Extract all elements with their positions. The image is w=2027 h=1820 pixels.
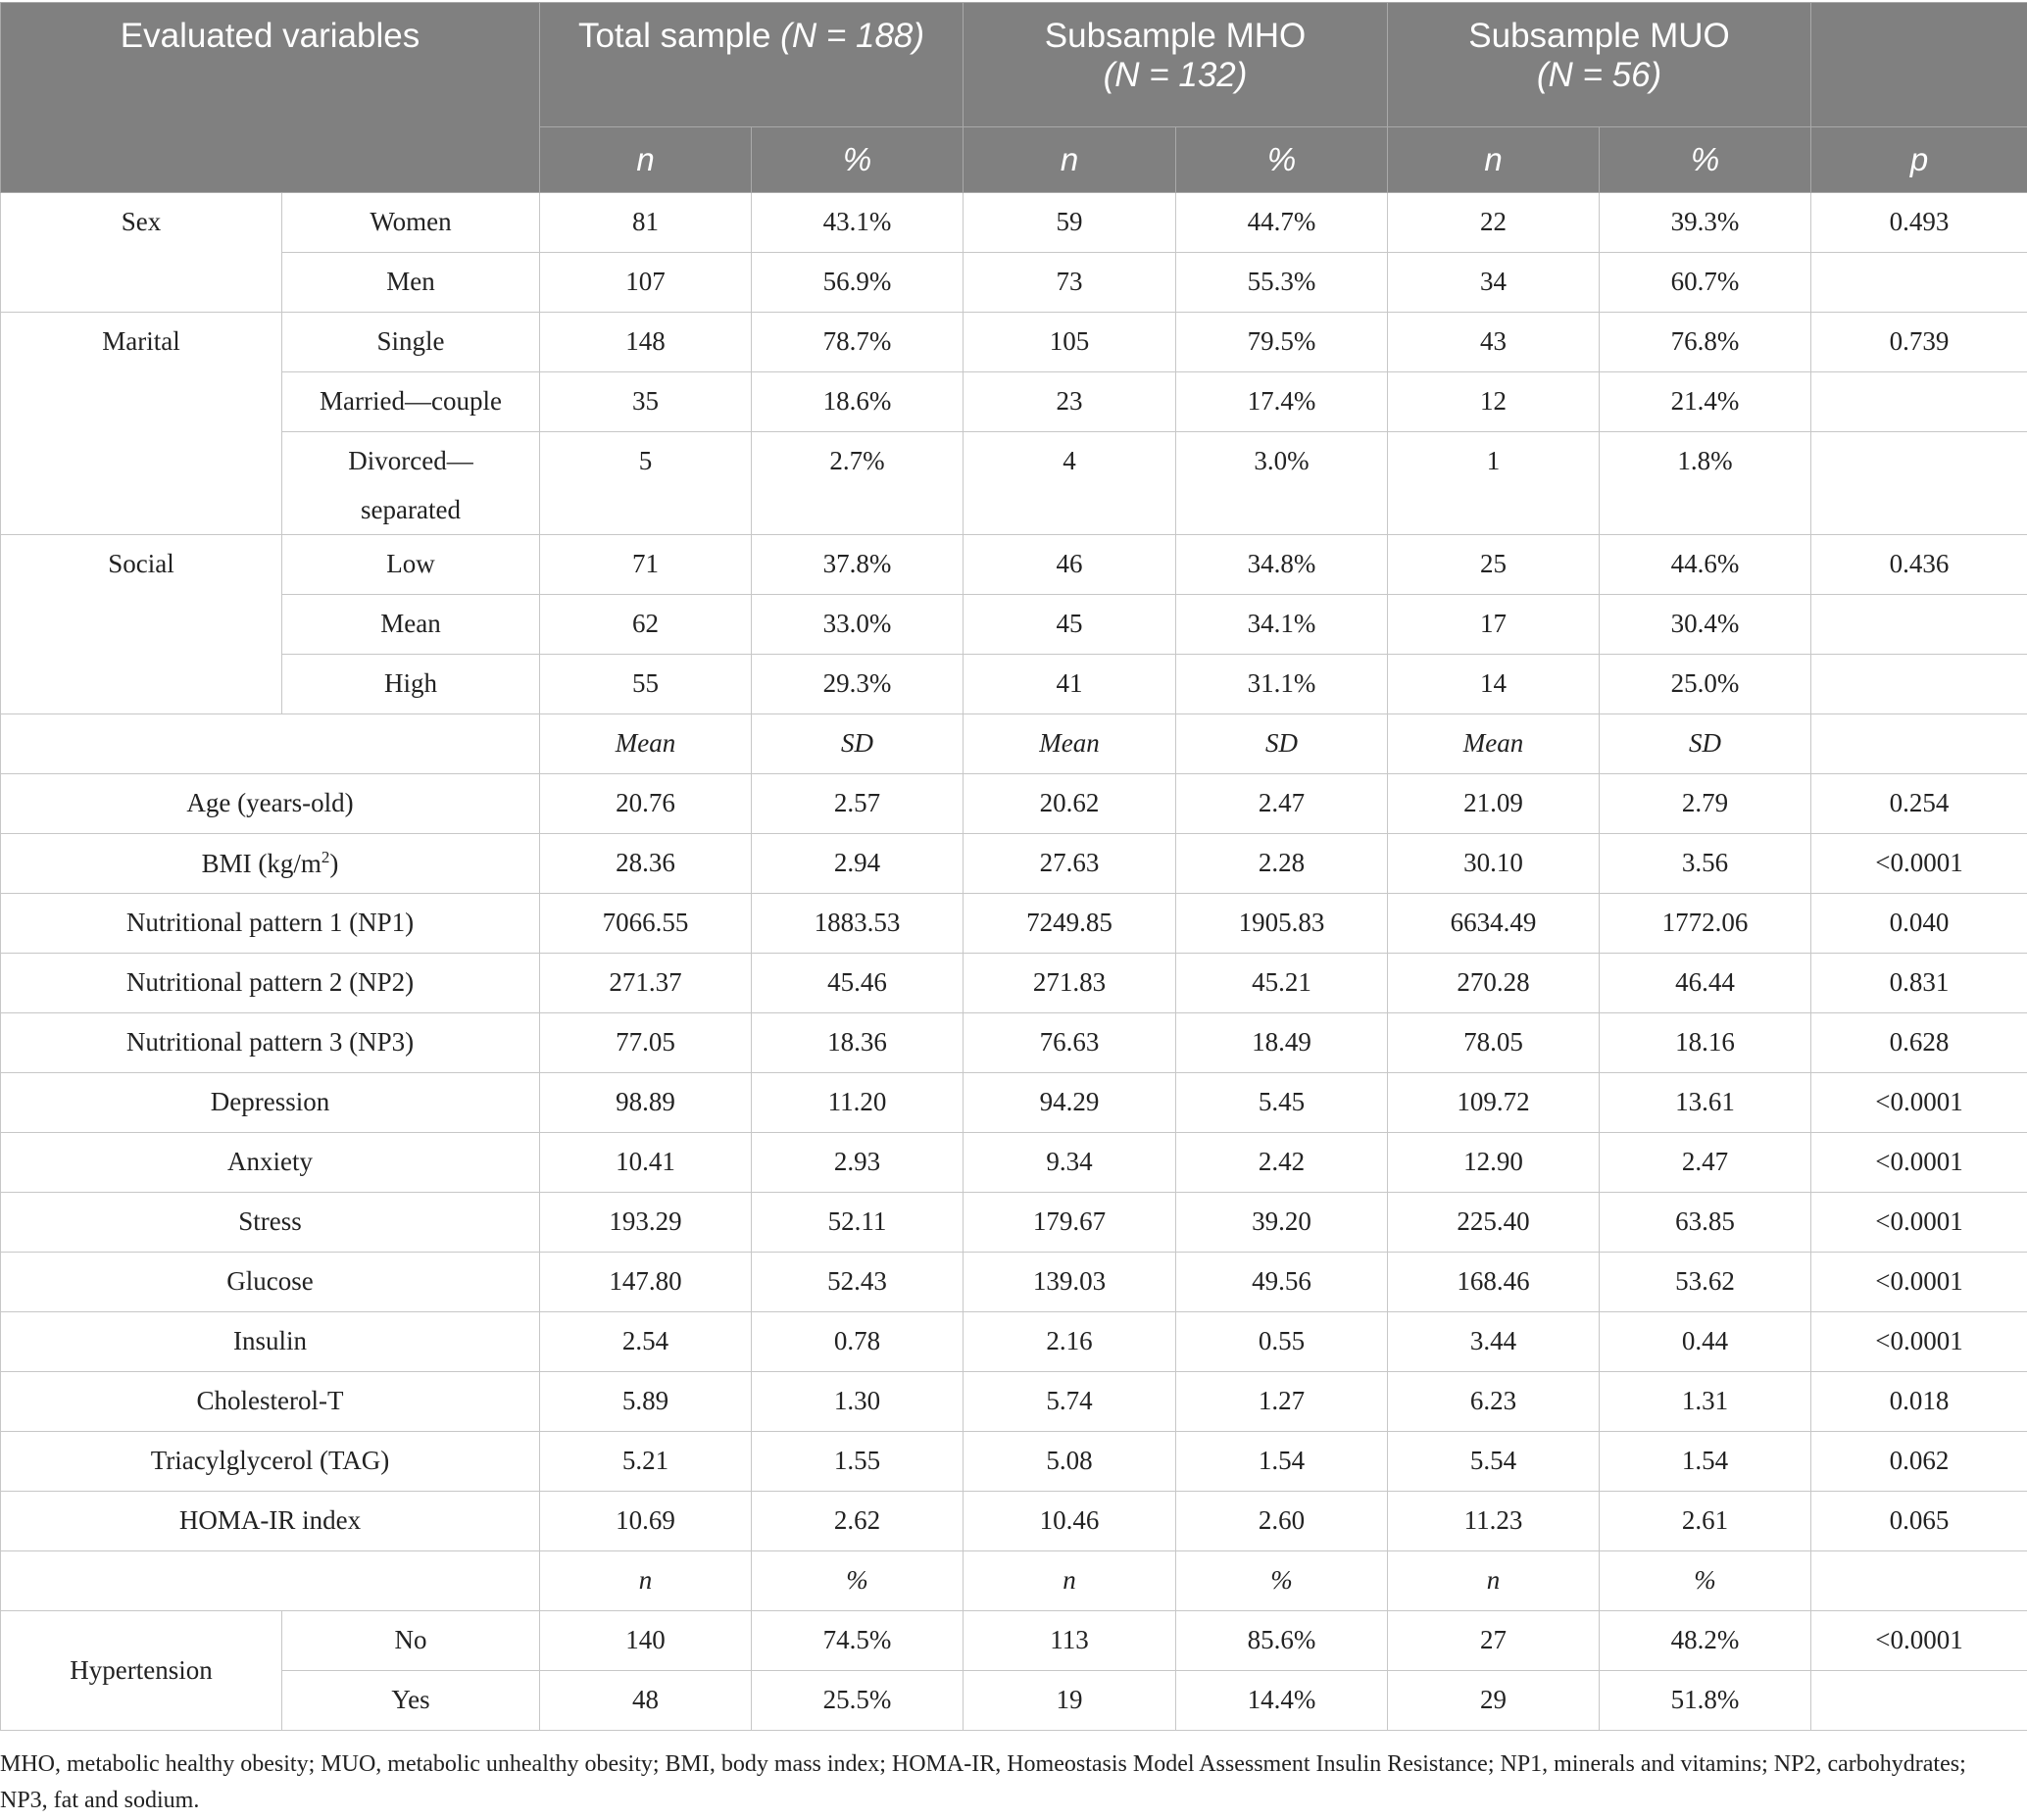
cell: 14	[1388, 655, 1600, 714]
cell: 20.76	[540, 774, 752, 834]
cell: 33.0%	[752, 595, 964, 655]
cell: 5.74	[964, 1372, 1176, 1432]
category-label: Single	[282, 313, 540, 372]
cell: 29	[1388, 1671, 1600, 1731]
cell: 2.60	[1176, 1492, 1388, 1551]
cell: 74.5%	[752, 1611, 964, 1671]
cell: 45	[964, 595, 1176, 655]
cell: 193.29	[540, 1193, 752, 1253]
cell: 140	[540, 1611, 752, 1671]
cell: 18.16	[1600, 1013, 1811, 1073]
cell: 139.03	[964, 1253, 1176, 1312]
blank-cell	[1, 714, 540, 774]
cell: 271.83	[964, 954, 1176, 1013]
table-footnote: MHO, metabolic healthy obesity; MUO, metabolic unhealthy obesity; BMI, body mass index; HOMA-IR, Homeostasis Model Assessment Insulin Resistance; NP1, minerals and vitamins; NP2, carbohydrates; NP3, fat and sodium.	[0, 1751, 1966, 1813]
cell: 19	[964, 1671, 1176, 1731]
variable-label: Insulin	[1, 1312, 540, 1372]
cell: 2.16	[964, 1312, 1176, 1372]
variable-label: Nutritional pattern 2 (NP2)	[1, 954, 540, 1013]
table-row	[1, 253, 2027, 313]
cell: 71	[540, 535, 752, 595]
cell: 29.3%	[752, 655, 964, 714]
cell: 5.45	[1176, 1073, 1388, 1133]
cell: 148	[540, 313, 752, 372]
cell: 30.4%	[1600, 595, 1811, 655]
p-value: <0.0001	[1811, 1133, 2027, 1193]
column-label: n	[1388, 1551, 1600, 1611]
cell: 270.28	[1388, 954, 1600, 1013]
variable-label: Depression	[1, 1073, 540, 1133]
header-total-sample: Total sample (N = 188)	[540, 3, 964, 127]
header-evaluated-variables: Evaluated variables	[1, 3, 540, 193]
cell: 44.6%	[1600, 535, 1811, 595]
category-label: Divorced— separated	[282, 432, 540, 535]
column-label: n	[964, 1551, 1176, 1611]
cell: 52.11	[752, 1193, 964, 1253]
cell: 2.28	[1176, 834, 1388, 894]
p-value: <0.0001	[1811, 1253, 2027, 1312]
p-value: 0.436	[1811, 535, 2027, 595]
cell: 44.7%	[1176, 193, 1388, 253]
table-row	[1, 1492, 2027, 1551]
cell: 18.49	[1176, 1013, 1388, 1073]
cell: 46.44	[1600, 954, 1811, 1013]
cell: 81	[540, 193, 752, 253]
cell: 107	[540, 253, 752, 313]
header-subsample-muo: Subsample MUO (N = 56)	[1388, 3, 1811, 127]
cell: 22	[1388, 193, 1600, 253]
cell: 271.37	[540, 954, 752, 1013]
cell: 5	[540, 432, 752, 535]
subheader-n: n	[1388, 127, 1600, 193]
cell: 77.05	[540, 1013, 752, 1073]
p-value: 0.062	[1811, 1432, 2027, 1492]
variable-label: Triacylglycerol (TAG)	[1, 1432, 540, 1492]
category-label: Low	[282, 535, 540, 595]
variable-label: Nutritional pattern 1 (NP1)	[1, 894, 540, 954]
cell: 46	[964, 535, 1176, 595]
cell: 2.47	[1600, 1133, 1811, 1193]
table-row	[1, 1432, 2027, 1492]
p-value: <0.0001	[1811, 834, 2027, 894]
cell: 25	[1388, 535, 1600, 595]
cell: 34	[1388, 253, 1600, 313]
p-value	[1811, 432, 2027, 535]
cell: 10.41	[540, 1133, 752, 1193]
category-label: Women	[282, 193, 540, 253]
column-label: Mean	[964, 714, 1176, 774]
cell: 109.72	[1388, 1073, 1600, 1133]
cell: 168.46	[1388, 1253, 1600, 1312]
cell: 18.6%	[752, 372, 964, 432]
table-row	[1, 313, 2027, 372]
cell: 12.90	[1388, 1133, 1600, 1193]
category-label: Yes	[282, 1671, 540, 1731]
header-blank	[1811, 3, 2027, 127]
group-label: Marital	[1, 313, 282, 535]
p-value: <0.0001	[1811, 1073, 2027, 1133]
subheader-n: n	[964, 127, 1176, 193]
p-value: <0.0001	[1811, 1611, 2027, 1671]
cell: 113	[964, 1611, 1176, 1671]
cell: 5.21	[540, 1432, 752, 1492]
cell: 2.94	[752, 834, 964, 894]
cell: 9.34	[964, 1133, 1176, 1193]
cell: 2.57	[752, 774, 964, 834]
variable-label: Age (years-old)	[1, 774, 540, 834]
cell: 85.6%	[1176, 1611, 1388, 1671]
column-label: %	[1600, 1551, 1811, 1611]
cell: 45.21	[1176, 954, 1388, 1013]
section-header-row	[1, 714, 2027, 774]
p-value: 0.065	[1811, 1492, 2027, 1551]
cell: 59	[964, 193, 1176, 253]
p-value	[1811, 253, 2027, 313]
subheader-pct: %	[1600, 127, 1811, 193]
cell: 0.55	[1176, 1312, 1388, 1372]
cell: 37.8%	[752, 535, 964, 595]
column-label: n	[540, 1551, 752, 1611]
cell: 11.20	[752, 1073, 964, 1133]
cell: 62	[540, 595, 752, 655]
cell: 1.31	[1600, 1372, 1811, 1432]
cell: 10.69	[540, 1492, 752, 1551]
cell: 1.8%	[1600, 432, 1811, 535]
cell: 20.62	[964, 774, 1176, 834]
cell: 7066.55	[540, 894, 752, 954]
cell: 2.93	[752, 1133, 964, 1193]
cell: 17	[1388, 595, 1600, 655]
cell: 43	[1388, 313, 1600, 372]
cell: 179.67	[964, 1193, 1176, 1253]
cell: 55	[540, 655, 752, 714]
cell: 56.9%	[752, 253, 964, 313]
subheader-n: n	[540, 127, 752, 193]
cell: 3.0%	[1176, 432, 1388, 535]
cell: 41	[964, 655, 1176, 714]
cell: 12	[1388, 372, 1600, 432]
column-label: %	[1176, 1551, 1388, 1611]
cell: 6634.49	[1388, 894, 1600, 954]
cell: 25.5%	[752, 1671, 964, 1731]
table-row	[1, 655, 2027, 714]
variable-label: Cholesterol-T	[1, 1372, 540, 1432]
cell: 55.3%	[1176, 253, 1388, 313]
header-subsample-mho: Subsample MHO (N = 132)	[964, 3, 1388, 127]
cell: 43.1%	[752, 193, 964, 253]
table-row	[1, 954, 2027, 1013]
cell: 147.80	[540, 1253, 752, 1312]
p-value: 0.040	[1811, 894, 2027, 954]
table-row	[1, 1372, 2027, 1432]
group-label: Hypertension	[1, 1611, 282, 1731]
cell: 2.47	[1176, 774, 1388, 834]
subheader-pct: %	[1176, 127, 1388, 193]
p-value	[1811, 655, 2027, 714]
table-row	[1, 834, 2027, 894]
cell: 0.78	[752, 1312, 964, 1372]
variable-label: Anxiety	[1, 1133, 540, 1193]
cell: 0.44	[1600, 1312, 1811, 1372]
cell: 6.23	[1388, 1372, 1600, 1432]
p-value	[1811, 595, 2027, 655]
cell: 1.54	[1600, 1432, 1811, 1492]
category-label: Married—couple	[282, 372, 540, 432]
cell: 78.7%	[752, 313, 964, 372]
cell: 17.4%	[1176, 372, 1388, 432]
table-row	[1, 1013, 2027, 1073]
table-row	[1, 193, 2027, 253]
cell: 27.63	[964, 834, 1176, 894]
cell: 25.0%	[1600, 655, 1811, 714]
variable-label: Nutritional pattern 3 (NP3)	[1, 1013, 540, 1073]
table-row	[1, 774, 2027, 834]
cell: 45.46	[752, 954, 964, 1013]
table-row	[1, 1312, 2027, 1372]
variable-label: HOMA-IR index	[1, 1492, 540, 1551]
column-label: SD	[1600, 714, 1811, 774]
blank-cell	[1811, 1551, 2027, 1611]
p-value	[1811, 372, 2027, 432]
cell: 76.63	[964, 1013, 1176, 1073]
cell: 1905.83	[1176, 894, 1388, 954]
category-label: No	[282, 1611, 540, 1671]
table-row	[1, 372, 2027, 432]
cell: 1	[1388, 432, 1600, 535]
table-row	[1, 432, 2027, 535]
cell: 1772.06	[1600, 894, 1811, 954]
p-value: 0.831	[1811, 954, 2027, 1013]
column-label: %	[752, 1551, 964, 1611]
column-label: SD	[752, 714, 964, 774]
cell: 5.54	[1388, 1432, 1600, 1492]
variable-label: Stress	[1, 1193, 540, 1253]
cell: 48.2%	[1600, 1611, 1811, 1671]
cell: 225.40	[1388, 1193, 1600, 1253]
cell: 23	[964, 372, 1176, 432]
table-row	[1, 1611, 2027, 1671]
category-label: Men	[282, 253, 540, 313]
data-table	[0, 2, 2027, 1731]
cell: 3.56	[1600, 834, 1811, 894]
cell: 63.85	[1600, 1193, 1811, 1253]
cell: 1883.53	[752, 894, 964, 954]
table-row	[1, 1193, 2027, 1253]
category-label: High	[282, 655, 540, 714]
cell: 60.7%	[1600, 253, 1811, 313]
cell: 7249.85	[964, 894, 1176, 954]
table-row	[1, 894, 2027, 954]
cell: 53.62	[1600, 1253, 1811, 1312]
cell: 5.08	[964, 1432, 1176, 1492]
cell: 5.89	[540, 1372, 752, 1432]
table-row	[1, 535, 2027, 595]
group-label: Social	[1, 535, 282, 714]
column-label: SD	[1176, 714, 1388, 774]
cell: 1.27	[1176, 1372, 1388, 1432]
cell: 2.62	[752, 1492, 964, 1551]
cell: 21.09	[1388, 774, 1600, 834]
table-row	[1, 595, 2027, 655]
cell: 21.4%	[1600, 372, 1811, 432]
table-row	[1, 1133, 2027, 1193]
cell: 31.1%	[1176, 655, 1388, 714]
cell: 48	[540, 1671, 752, 1731]
cell: 11.23	[1388, 1492, 1600, 1551]
table-row	[1, 1073, 2027, 1133]
cell: 2.79	[1600, 774, 1811, 834]
p-value: <0.0001	[1811, 1193, 2027, 1253]
cell: 1.30	[752, 1372, 964, 1432]
section-header-row	[1, 1551, 2027, 1611]
cell: 51.8%	[1600, 1671, 1811, 1731]
cell: 34.1%	[1176, 595, 1388, 655]
cell: 27	[1388, 1611, 1600, 1671]
p-value: 0.739	[1811, 313, 2027, 372]
cell: 35	[540, 372, 752, 432]
cell: 13.61	[1600, 1073, 1811, 1133]
group-label: Sex	[1, 193, 282, 313]
cell: 1.54	[1176, 1432, 1388, 1492]
cell: 52.43	[752, 1253, 964, 1312]
subheader-p: p	[1811, 127, 2027, 193]
column-label: Mean	[1388, 714, 1600, 774]
variable-label: Glucose	[1, 1253, 540, 1312]
cell: 39.3%	[1600, 193, 1811, 253]
category-label: Mean	[282, 595, 540, 655]
cell: 28.36	[540, 834, 752, 894]
cell: 94.29	[964, 1073, 1176, 1133]
cell: 2.54	[540, 1312, 752, 1372]
p-value: 0.254	[1811, 774, 2027, 834]
p-value: 0.493	[1811, 193, 2027, 253]
cell: 14.4%	[1176, 1671, 1388, 1731]
cell: 2.61	[1600, 1492, 1811, 1551]
p-value: 0.018	[1811, 1372, 2027, 1432]
blank-cell	[1, 1551, 540, 1611]
cell: 2.42	[1176, 1133, 1388, 1193]
cell: 18.36	[752, 1013, 964, 1073]
cell: 1.55	[752, 1432, 964, 1492]
variable-label: BMI $(kg/m^2)$	[1, 834, 540, 894]
cell: 78.05	[1388, 1013, 1600, 1073]
cell: 30.10	[1388, 834, 1600, 894]
p-value: 0.628	[1811, 1013, 2027, 1073]
table-row	[1, 1253, 2027, 1312]
cell: 2.7%	[752, 432, 964, 535]
cell: 10.46	[964, 1492, 1176, 1551]
p-value: <0.0001	[1811, 1312, 2027, 1372]
cell: 76.8%	[1600, 313, 1811, 372]
column-label: Mean	[540, 714, 752, 774]
cell: 34.8%	[1176, 535, 1388, 595]
cell: 49.56	[1176, 1253, 1388, 1312]
p-value	[1811, 1671, 2027, 1731]
cell: 105	[964, 313, 1176, 372]
cell: 39.20	[1176, 1193, 1388, 1253]
cell: 79.5%	[1176, 313, 1388, 372]
cell: 3.44	[1388, 1312, 1600, 1372]
table-row	[1, 1671, 2027, 1731]
blank-cell	[1811, 714, 2027, 774]
cell: 4	[964, 432, 1176, 535]
cell: 73	[964, 253, 1176, 313]
subheader-pct: %	[752, 127, 964, 193]
cell: 98.89	[540, 1073, 752, 1133]
